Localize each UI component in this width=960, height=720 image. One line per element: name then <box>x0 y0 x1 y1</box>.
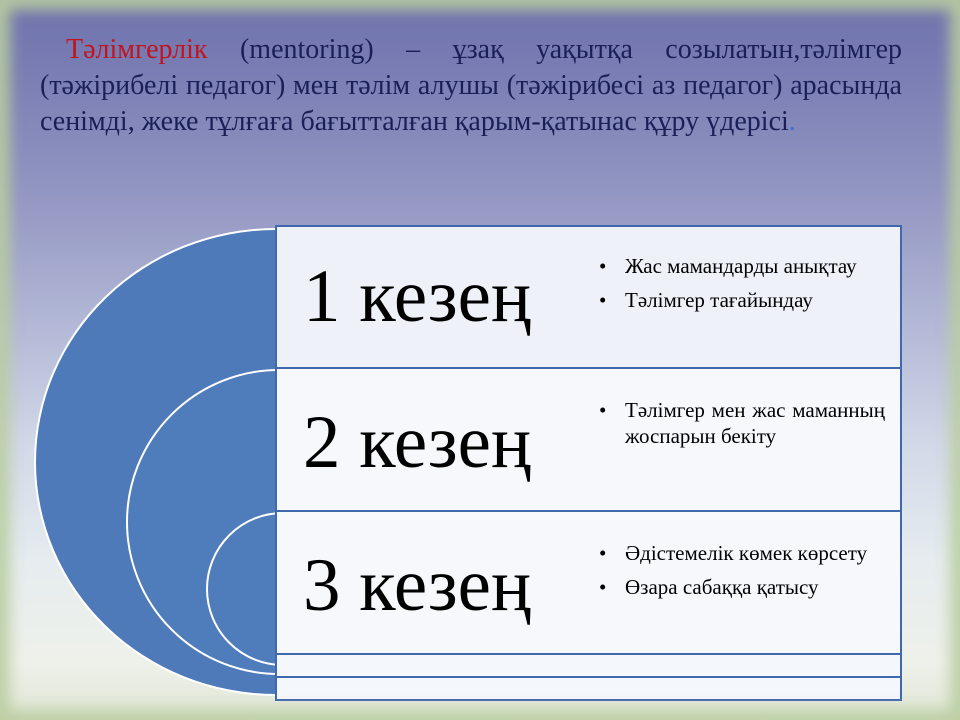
term-highlight: Тәлімгерлік <box>66 34 208 65</box>
stage-label: 1 кезең <box>303 255 532 338</box>
stage-row-3 <box>277 512 900 655</box>
empty-row <box>277 678 900 699</box>
stage-item: • Жас мамандарды анықтау <box>595 253 885 279</box>
stage-label: 2 кезең <box>303 401 532 484</box>
stage-items <box>595 253 885 321</box>
stage-item: • Әдістемелік көмек көрсету <box>595 540 885 566</box>
stage-items <box>595 397 885 457</box>
definition-body: (mentoring) – ұзақ уақытқа созылатын,тәлімгер (тәжірибелі педагог) мен тәлім алушы (тәжірибесі аз педагог) арасында сенімді, жеке тұлғаға бағытталған қарым-қатынас құру үдерісі <box>40 34 902 137</box>
stage-label: 3 кезең <box>303 544 532 627</box>
stage-row-1 <box>277 227 900 369</box>
empty-row <box>277 655 900 678</box>
stage-item: • Тәлімгер мен жас маманның жоспарын бекіту <box>595 397 885 449</box>
stage-row-2 <box>277 369 900 512</box>
stage-item: • Өзара сабаққа қатысу <box>595 574 885 600</box>
stage-items <box>595 540 885 608</box>
stages-table <box>275 225 902 701</box>
definition-text <box>40 32 902 140</box>
stage-item: • Тәлімгер тағайындау <box>595 287 885 313</box>
definition-period: . <box>788 106 796 137</box>
